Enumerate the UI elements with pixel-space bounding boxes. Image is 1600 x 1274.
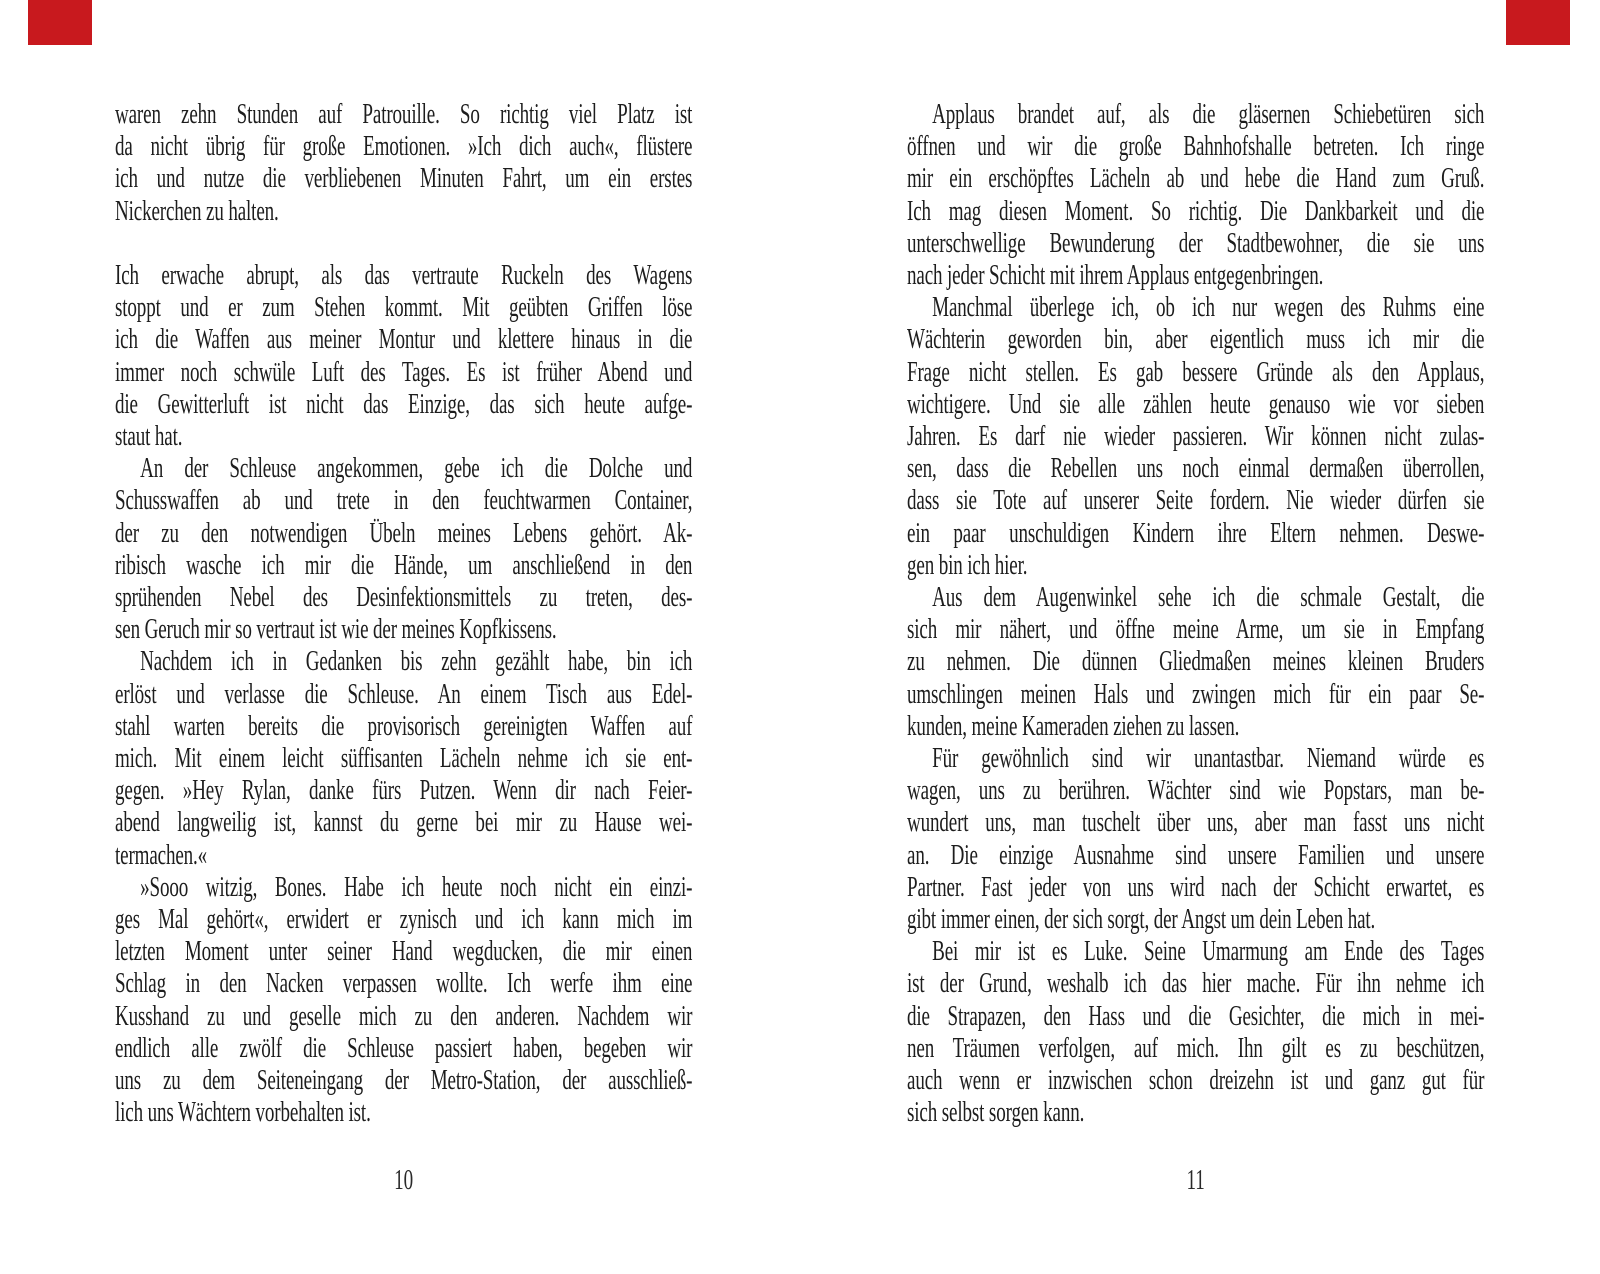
text-line: endlich alle zwölf die Schleuse passiert haben, begeben wir <box>115 1032 693 1064</box>
text-line: Frage nicht stellen. Es gab bessere Gründe als den Applaus, <box>907 356 1485 388</box>
text-line: Aus dem Augenwinkel sehe ich die schmale Gestalt, die <box>932 582 1485 614</box>
text-line: die Gewitterluft ist nicht das Einzige, das sich heute aufge- <box>115 388 693 420</box>
text-line: kunden, meine Kameraden ziehen zu lassen. <box>907 710 1240 742</box>
text-line: ges Mal gehört«, erwidert er zynisch und ich kann mich im <box>115 904 693 936</box>
text-line: Partner. Fast jeder von uns wird nach der Schicht erwartet, es <box>907 871 1485 903</box>
text-line: Schusswaffen ab und trete in den feuchtwarmen Container, <box>115 485 693 517</box>
text-line: nen Träumen verfolgen, auf mich. Ihn gilt es zu beschützen, <box>907 1032 1485 1064</box>
paragraph <box>907 743 1484 936</box>
text-line: sich selbst sorgen kann. <box>907 1097 1085 1129</box>
paragraph <box>115 646 692 871</box>
text-line: Für gewöhnlich sind wir unantastbar. Niemand würde es <box>932 743 1485 775</box>
text-line: Schlag in den Nacken verpassen wollte. Ich werfe ihm eine <box>115 968 693 1000</box>
text-line: sen, dass die Rebellen uns noch einmal dermaßen überrollen, <box>907 453 1485 485</box>
text-line: ribisch wasche ich mir die Hände, um anschließend in den <box>115 549 693 581</box>
text-line: Nickerchen zu halten. <box>115 195 279 227</box>
text-line: sen Geruch mir so vertraut ist wie der meines Kopfkissens. <box>115 614 557 646</box>
text-line: erlöst und verlasse die Schleuse. An einem Tisch aus Edel- <box>115 678 693 710</box>
text-line: immer noch schwüle Luft des Tages. Es ist früher Abend und <box>115 356 693 388</box>
text-line: Manchmal überlege ich, ob ich nur wegen des Ruhms eine <box>932 292 1485 324</box>
text-line: zu nehmen. Die dünnen Gliedmaßen meines kleinen Bruders <box>907 646 1485 678</box>
text-line: sich mir nähert, und öffne meine Arme, um sie in Empfang <box>907 614 1485 646</box>
text-line: sprühenden Nebel des Desinfektionsmittels zu treten, des- <box>115 582 693 614</box>
paragraph <box>907 582 1484 743</box>
book-page-left <box>115 0 692 1274</box>
text-line: umschlingen meinen Hals und zwingen mich für ein paar Se- <box>907 678 1485 710</box>
paragraph <box>115 453 692 646</box>
text-line: unterschwellige Bewunderung der Stadtbewohner, die sie uns <box>907 227 1485 259</box>
text-line: wichtigere. Und sie alle zählen heute genauso wie vor sieben <box>907 388 1485 420</box>
text-line: ein paar unschuldigen Kindern ihre Eltern nehmen. Deswe- <box>907 517 1485 549</box>
book-page-right <box>907 0 1484 1274</box>
text-line: Jahren. Es darf nie wieder passieren. Wir können nicht zulas- <box>907 421 1485 453</box>
text-line: ist der Grund, weshalb ich das hier mache. Für ihn nehme ich <box>907 968 1485 1000</box>
text-line: Bei mir ist es Luke. Seine Umarmung am Ende des Tages <box>932 936 1485 968</box>
paragraph <box>115 260 692 453</box>
text-line: stahl warten bereits die provisorisch gereinigten Waffen auf <box>115 710 693 742</box>
page-number-right: 11 <box>1186 1165 1205 1196</box>
text-line: mich. Mit einem leicht süffisanten Lächeln nehme ich sie ent- <box>115 743 693 775</box>
text-line: waren zehn Stunden auf Patrouille. So richtig viel Platz ist <box>115 99 693 130</box>
text-line: Wächterin geworden bin, aber eigentlich muss ich mir die <box>907 324 1485 356</box>
text-line: da nicht übrig für große Emotionen. »Ich dich auch«, flüstere <box>115 131 693 163</box>
text-line: öffnen und wir die große Bahnhofshalle betreten. Ich ringe <box>907 131 1485 163</box>
text-line: termachen.« <box>115 839 208 871</box>
text-line: gegen. »Hey Rylan, danke fürs Putzen. Wenn dir nach Feier- <box>115 775 693 807</box>
page-number-left: 10 <box>394 1165 414 1196</box>
text-line: dass sie Tote auf unserer Seite fordern. Nie wieder dürfen sie <box>907 485 1485 517</box>
text-line: ich und nutze die verbliebenen Minuten Fahrt, um ein erstes <box>115 163 693 195</box>
text-line: an. Die einzige Ausnahme sind unsere Familien und unsere <box>907 839 1485 871</box>
text-line: stoppt und er zum Stehen kommt. Mit geübten Griffen löse <box>115 292 693 324</box>
text-line: gibt immer einen, der sich sorgt, der Angst um dein Leben hat. <box>907 904 1376 936</box>
text-line: Nachdem ich in Gedanken bis zehn gezählt habe, bin ich <box>140 646 693 678</box>
paragraph <box>115 99 692 228</box>
text-line: »Sooo witzig, Bones. Habe ich heute noch nicht ein einzi- <box>140 871 693 903</box>
text-line: Ich erwache abrupt, als das vertraute Ruckeln des Wagens <box>115 260 693 291</box>
text-line: An der Schleuse angekommen, gebe ich die Dolche und <box>140 453 693 485</box>
paragraph <box>907 936 1484 1129</box>
red-ribbon-left <box>28 0 92 45</box>
text-line: mir ein erschöpftes Lächeln ab und hebe die Hand zum Gruß. <box>907 163 1485 195</box>
text-line: Ich mag diesen Moment. So richtig. Die Dankbarkeit und die <box>907 195 1485 227</box>
text-line: lich uns Wächtern vorbehalten ist. <box>115 1097 371 1129</box>
text-line: Kusshand zu und geselle mich zu den anderen. Nachdem wir <box>115 1000 693 1032</box>
page-text-right <box>907 99 1484 1130</box>
text-line: wundert uns, man tuschelt über uns, aber man fasst uns nicht <box>907 807 1485 839</box>
text-line: uns zu dem Seiteneingang der Metro-Station, der ausschließ- <box>115 1065 693 1097</box>
text-line: nach jeder Schicht mit ihrem Applaus entgegenbringen. <box>907 260 1324 292</box>
paragraph <box>115 872 692 1130</box>
text-line: gen bin ich hier. <box>907 549 1028 581</box>
red-ribbon-right <box>1506 0 1570 45</box>
text-line: der zu den notwendigen Übeln meines Lebens gehört. Ak- <box>115 517 693 549</box>
text-line: ich die Waffen aus meiner Montur und klettere hinaus in die <box>115 324 693 356</box>
text-line: auch wenn er inzwischen schon dreizehn ist und ganz gut für <box>907 1065 1485 1097</box>
text-line: letzten Moment unter seiner Hand wegducken, die mir einen <box>115 936 693 968</box>
paragraph <box>907 99 1484 292</box>
text-line: abend langweilig ist, kannst du gerne bei mir zu Hause wei- <box>115 807 693 839</box>
text-line: die Strapazen, den Hass und die Gesichter, die mich in mei- <box>907 1000 1485 1032</box>
text-line: staut hat. <box>115 421 183 453</box>
text-line: wagen, uns zu berühren. Wächter sind wie Popstars, man be- <box>907 775 1485 807</box>
paragraph <box>907 292 1484 582</box>
page-text-left <box>115 99 692 1129</box>
text-line: Applaus brandet auf, als die gläsernen Schiebetüren sich <box>932 99 1485 130</box>
